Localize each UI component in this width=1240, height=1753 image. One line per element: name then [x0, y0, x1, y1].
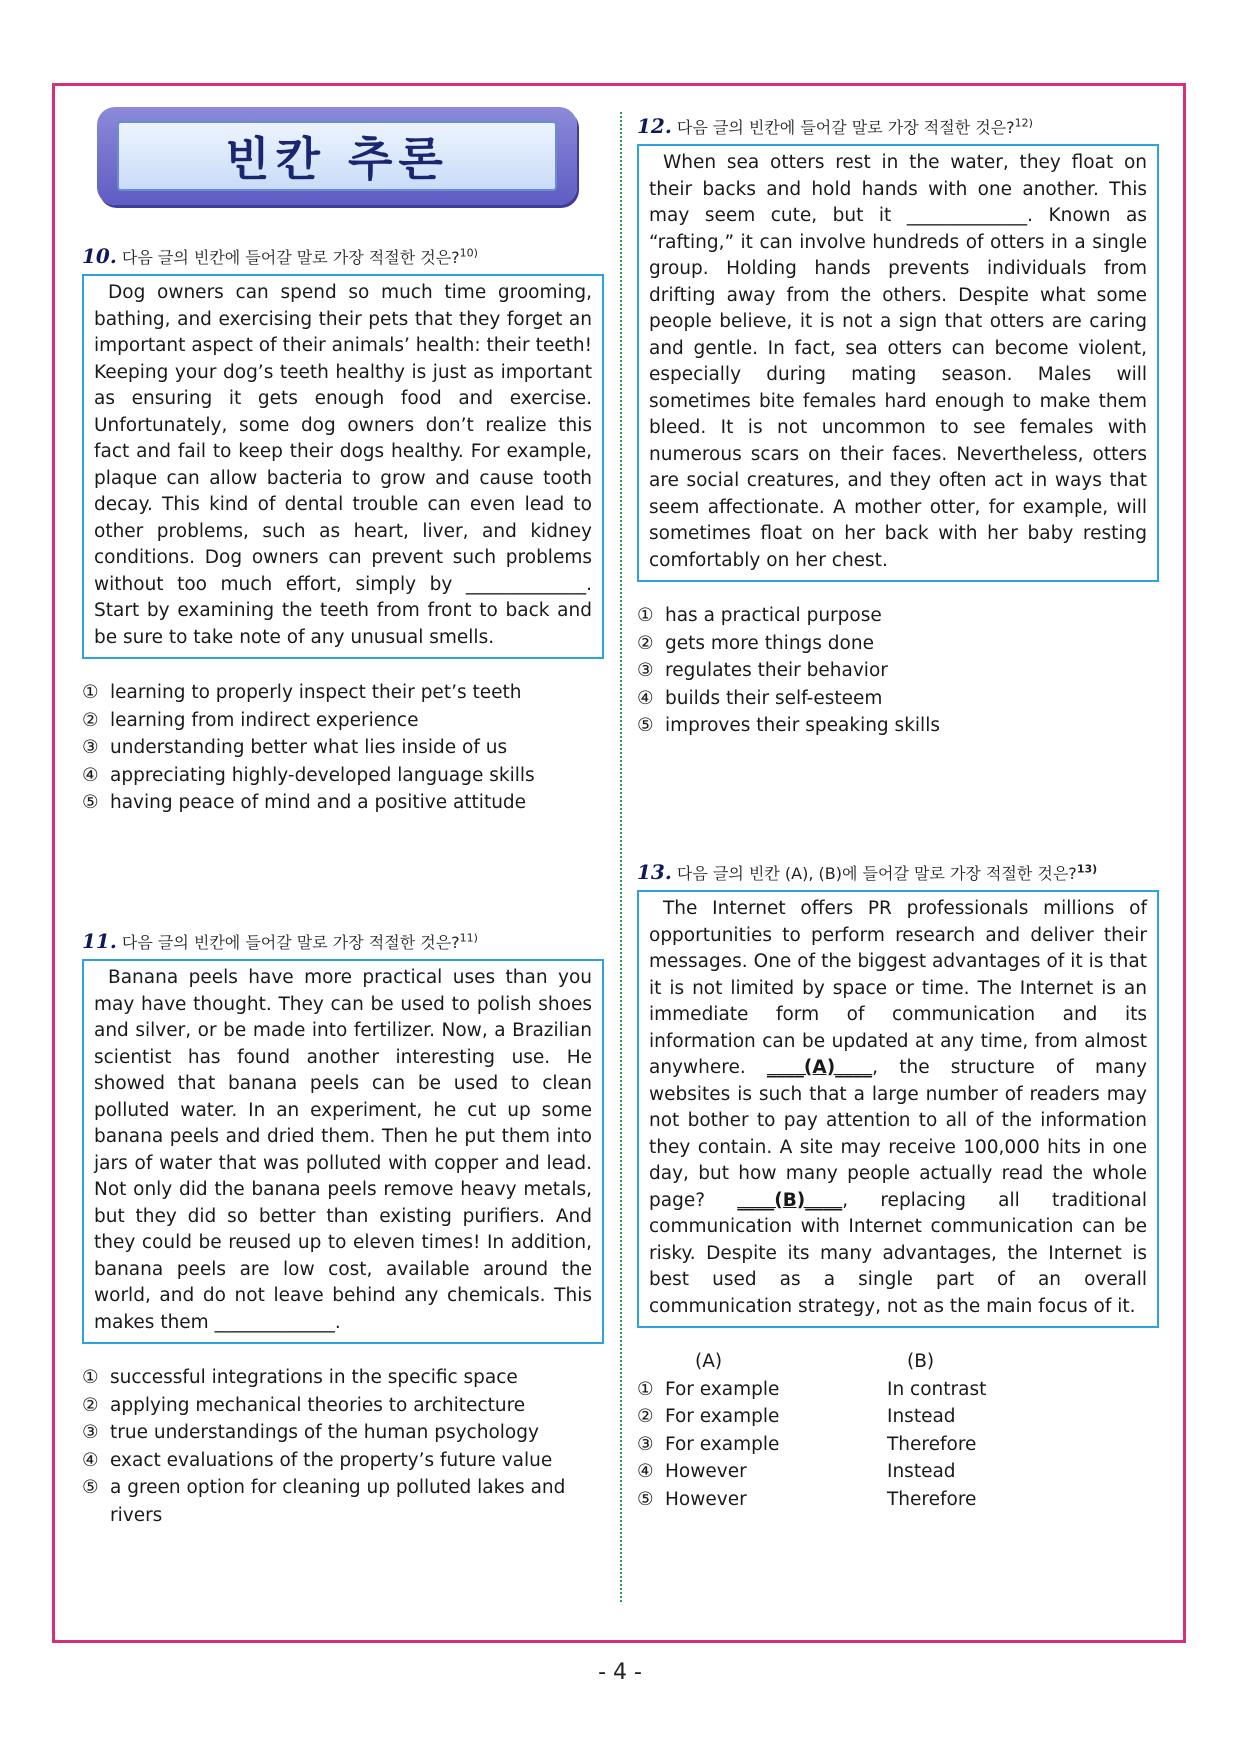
- question-number: 10.: [82, 244, 117, 268]
- choice-item[interactable]: [637, 1403, 1159, 1431]
- passage-text: [649, 896, 1147, 1320]
- question-11: [82, 929, 604, 1529]
- choice-text: true understandings of the human psychology: [110, 1422, 539, 1443]
- question-prompt: 다음 글의 빈칸 (A), (B)에 들어갈 말로 가장 적절한 것은?: [676, 864, 1077, 883]
- choice-item[interactable]: [637, 1376, 1159, 1404]
- choice-number: ②: [637, 632, 654, 654]
- choice-a: For example: [665, 1406, 780, 1427]
- choice-number: ④: [82, 1449, 99, 1471]
- question-prompt: 다음 글의 빈칸에 들어갈 말로 가장 적절한 것은?: [676, 118, 1015, 137]
- choice-number: ①: [82, 682, 99, 703]
- section-title-banner: [97, 107, 577, 205]
- passage-text: Dog owners can spend so much time grooming, bathing, and exercising their pets that they forget an important aspect of their animals’ health: their teeth! Keeping your dog’s teeth healthy is just as important as ensuring it gets enough food and exercise. Unfortunately, some dog owners don’t realize this fact and fail to keep their dogs healthy. For example, plaque can allow bacteria to grow and cause tooth decay. This kind of dental trouble can even lead to other problems, such as heart, liver, and kidney conditions. Dog owners can prevent such problems without too much effort, simply by _____________. Start by examining the teeth from front to back and be sure to take note of any unusual smells.: [94, 282, 592, 648]
- choice-item[interactable]: [637, 602, 1159, 630]
- question-prompt: 다음 글의 빈칸에 들어갈 말로 가장 적절한 것은?: [121, 248, 460, 267]
- choice-list: [82, 1364, 604, 1529]
- choice-a: For example: [665, 1378, 780, 1400]
- question-12: [637, 114, 1159, 740]
- choice-number: ④: [82, 764, 99, 786]
- passage-box: [82, 274, 604, 659]
- choice-item[interactable]: [637, 1458, 1159, 1486]
- column-b-header: (B): [907, 1351, 935, 1372]
- choice-number: ②: [82, 709, 99, 731]
- choice-item[interactable]: [82, 734, 604, 762]
- choice-number: ①: [637, 605, 654, 626]
- choice-number: ②: [637, 1406, 654, 1427]
- footnote-marker: 13): [1076, 862, 1098, 876]
- choice-text: improves their speaking skills: [665, 715, 940, 736]
- choice-item[interactable]: [637, 685, 1159, 713]
- choice-a: However: [665, 1461, 747, 1482]
- choice-item[interactable]: [637, 630, 1159, 658]
- choice-text: understanding better what lies inside of us: [110, 737, 508, 758]
- choice-number: ⑤: [637, 1488, 654, 1510]
- choice-text: regulates their behavior: [665, 660, 888, 681]
- question-header: [82, 929, 604, 953]
- choice-number: ③: [82, 737, 99, 758]
- choice-b: Therefore: [887, 1433, 977, 1455]
- choice-number: ②: [82, 1394, 99, 1416]
- question-number: 11.: [82, 929, 117, 953]
- choice-table-header: [637, 1348, 1159, 1376]
- column-a-header: (A): [695, 1351, 723, 1372]
- choice-list: [82, 679, 604, 817]
- choice-text: a green option for cleaning up polluted lakes and rivers: [110, 1477, 566, 1526]
- choice-number: ③: [82, 1422, 99, 1443]
- passage-part-2: , the structure of many websites is such that a large number of readers may not bother to pay attention to all of the information they contain. A site may receive 100,000 hits in one day, but how many people actually read the whole page?: [649, 1057, 1147, 1211]
- choice-number: ①: [637, 1378, 654, 1400]
- choice-item[interactable]: [82, 789, 604, 817]
- choice-text: learning to properly inspect their pet’s teeth: [110, 682, 522, 703]
- choice-item[interactable]: [82, 1447, 604, 1475]
- question-number: 13.: [637, 860, 672, 884]
- passage-box: [637, 144, 1159, 582]
- choice-table: [637, 1348, 1159, 1513]
- blank-b: ____(B)____: [737, 1189, 843, 1211]
- choice-number: ⑤: [637, 715, 654, 736]
- choice-text: successful integrations in the specific space: [110, 1367, 518, 1388]
- choice-item[interactable]: [82, 679, 604, 707]
- passage-part-1: The Internet offers PR professionals millions of opportunities to perform research and deliver their messages. One of the biggest advantages of it is that it is not limited by space or time. The Internet is an immediate form of communication and its information can be updated at any time, from almost anywhere.: [649, 898, 1147, 1078]
- footnote-marker: 10): [459, 246, 478, 260]
- section-title: 빈칸 추론: [225, 132, 449, 186]
- choice-b: Instead: [887, 1406, 956, 1427]
- choice-b: In contrast: [887, 1378, 987, 1400]
- choice-number: ⑤: [82, 1477, 99, 1498]
- question-header: [637, 860, 1159, 884]
- choice-text: learning from indirect experience: [110, 709, 419, 731]
- choice-text: gets more things done: [665, 632, 874, 654]
- passage-box: [82, 959, 604, 1344]
- blank-a: ____(A)____: [766, 1057, 873, 1078]
- page-number: - 4 -: [598, 1660, 642, 1685]
- passage-text: Banana peels have more practical uses than you may have thought. They can be used to polish shoes and silver, or be made into fertilizer. Now, a Brazilian scientist has found another interesting use. He showed that banana peels can be used to clean polluted water. In an experiment, he cut up some banana peels and dried them. Then he put them into jars of water that was polluted with copper and lead. Not only did the banana peels remove heavy metals, but they did so better than existing purifiers. And they could be reused up to eleven times! In addition, banana peels are low cost, available around the world, and do not leave behind any chemicals. This makes them _____________.: [94, 967, 592, 1333]
- question-header: [82, 244, 604, 268]
- choice-text: exact evaluations of the property’s future value: [110, 1449, 553, 1471]
- choice-text: appreciating highly-developed language skills: [110, 764, 535, 786]
- choice-number: ④: [637, 687, 654, 709]
- choice-item[interactable]: [82, 1419, 604, 1447]
- choice-item[interactable]: [637, 657, 1159, 685]
- choice-text: builds their self-esteem: [665, 687, 883, 709]
- choice-item[interactable]: [637, 712, 1159, 740]
- choice-item[interactable]: [82, 707, 604, 735]
- question-header: [637, 114, 1159, 138]
- choice-item[interactable]: [637, 1486, 1159, 1514]
- choice-item[interactable]: [82, 762, 604, 790]
- choice-number: ⑤: [82, 792, 99, 813]
- passage-text: When sea otters rest in the water, they float on their backs and hold hands with one another. This may seem cute, but it _____________. Known as “rafting,” it can involve hundreds of otters in a single group. Holding hands prevents individuals from drifting away from the others. Despite what some people believe, it is not a sign that otters are caring and gentle. In fact, sea otters can become violent, especially during mating season. Males will sometimes bite females hard enough to make them bleed. It is not uncommon to see females with numerous scars on their faces. Nevertheless, otters are social creatures, and they often act in ways that seem affectionate. A mother otter, for example, will sometimes float on her back with her baby resting comfortably on her chest.: [649, 152, 1147, 571]
- passage-box: [637, 890, 1159, 1328]
- choice-item[interactable]: [82, 1392, 604, 1420]
- column-divider: [620, 112, 622, 1602]
- choice-a: For example: [665, 1433, 780, 1455]
- choice-item[interactable]: [82, 1364, 604, 1392]
- section-title-inner: [117, 121, 557, 191]
- footnote-marker: 12): [1014, 116, 1033, 130]
- choice-number: ③: [637, 660, 654, 681]
- choice-text: having peace of mind and a positive attitude: [110, 792, 527, 813]
- choice-list: [637, 602, 1159, 740]
- choice-item[interactable]: [637, 1431, 1159, 1459]
- question-prompt: 다음 글의 빈칸에 들어갈 말로 가장 적절한 것은?: [121, 933, 460, 952]
- question-13: [637, 860, 1159, 1513]
- choice-b: Therefore: [887, 1488, 977, 1510]
- passage-part-3: , replacing all traditional communication with Internet communication can be risky. Despite its many advantages, the Internet is best used as a single part of an overall communication strategy, not as the main focus of it.: [649, 1189, 1147, 1317]
- choice-text: applying mechanical theories to architecture: [110, 1394, 526, 1416]
- choice-number: ④: [637, 1461, 654, 1482]
- question-10: [82, 244, 604, 817]
- footnote-marker: 11): [459, 931, 478, 945]
- choice-number: ①: [82, 1367, 99, 1388]
- choice-text: has a practical purpose: [665, 605, 882, 626]
- question-number: 12.: [637, 114, 672, 138]
- choice-b: Instead: [887, 1461, 956, 1482]
- choice-number: ③: [637, 1433, 654, 1455]
- choice-a: However: [665, 1488, 747, 1510]
- choice-item[interactable]: [82, 1474, 604, 1529]
